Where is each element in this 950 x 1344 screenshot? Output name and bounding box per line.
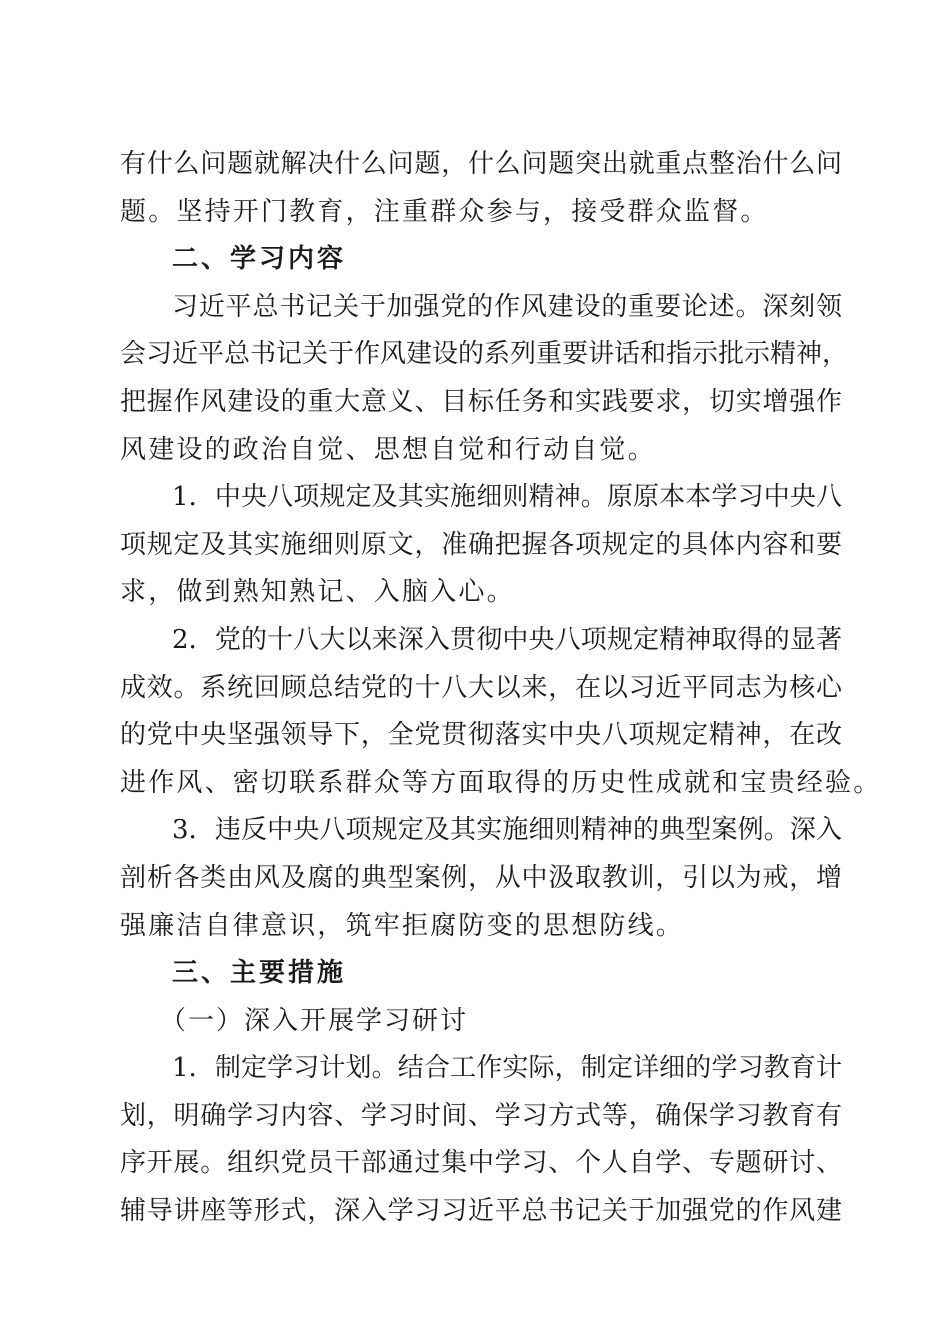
text-line: 求，做到熟知熟记、入脑入心。 — [120, 577, 515, 608]
text-line: 会习近平总书记关于作风建设的系列重要讲话和指示批示精神， — [120, 339, 849, 370]
text-line: 进作风、密切联系群众等方面取得的历史性成就和宝贵经验。 — [120, 767, 882, 798]
text-line: 题。坚持开门教育，注重群众参与，接受群众监督。 — [120, 196, 769, 227]
text-line: 1．制定学习计划。结合工作实际，制定详细的学习教育计 — [172, 1053, 842, 1084]
text-line: 强廉洁自律意识，筑牢拒腐防变的思想防线。 — [120, 910, 685, 941]
paragraph-content-intro — [120, 284, 849, 474]
text-line: 项规定及其实施细则原文，准确把握各项规定的具体内容和要 — [120, 529, 842, 560]
text-line: 的党中央坚强领导下，全党贯彻落实中央八项规定精神，在改 — [120, 720, 842, 751]
text-line: 成效。系统回顾总结党的十八大以来，在以习近平同志为核心 — [120, 672, 842, 703]
sub-heading-1: （一）深入开展学习研讨 — [160, 1005, 469, 1036]
paragraph-intro — [120, 141, 842, 236]
text-line: 1．中央八项规定及其实施细则精神。原原本本学习中央八 — [172, 482, 842, 513]
paragraph-item-1 — [120, 474, 842, 617]
section-heading-2: 二、学习内容 — [172, 244, 347, 275]
paragraph-item-3 — [120, 807, 842, 950]
text-line: 有什么问题就解决什么问题，什么问题突出就重点整治什么问 — [120, 149, 842, 179]
text-line: 剖析各类由风及腐的典型案例，从中汲取教训，引以为戒，增 — [120, 862, 842, 893]
text-line: 辅导讲座等形式，深入学习习近平总书记关于加强党的作风建 — [120, 1196, 842, 1227]
text-line: 2．党的十八大以来深入贯彻中央八项规定精神取得的显著 — [172, 624, 842, 655]
text-line: 风建设的政治自觉、思想自觉和行动自觉。 — [120, 434, 656, 465]
text-line: 3．违反中央八项规定及其实施细则精神的典型案例。深入 — [172, 815, 842, 846]
text-line: 习近平总书记关于加强党的作风建设的重要论述。深刻领 — [172, 291, 842, 322]
paragraph-measure-1 — [120, 1045, 842, 1235]
paragraph-item-2 — [120, 617, 882, 807]
text-line: 划，明确学习内容、学习时间、学习方式等，确保学习教育有 — [120, 1100, 842, 1131]
text-line: 把握作风建设的重大意义、目标任务和实践要求，切实增强作 — [120, 386, 842, 417]
text-line: 序开展。组织党员干部通过集中学习、个人自学、专题研讨、 — [120, 1148, 842, 1179]
section-heading-3: 三、主要措施 — [172, 958, 347, 989]
